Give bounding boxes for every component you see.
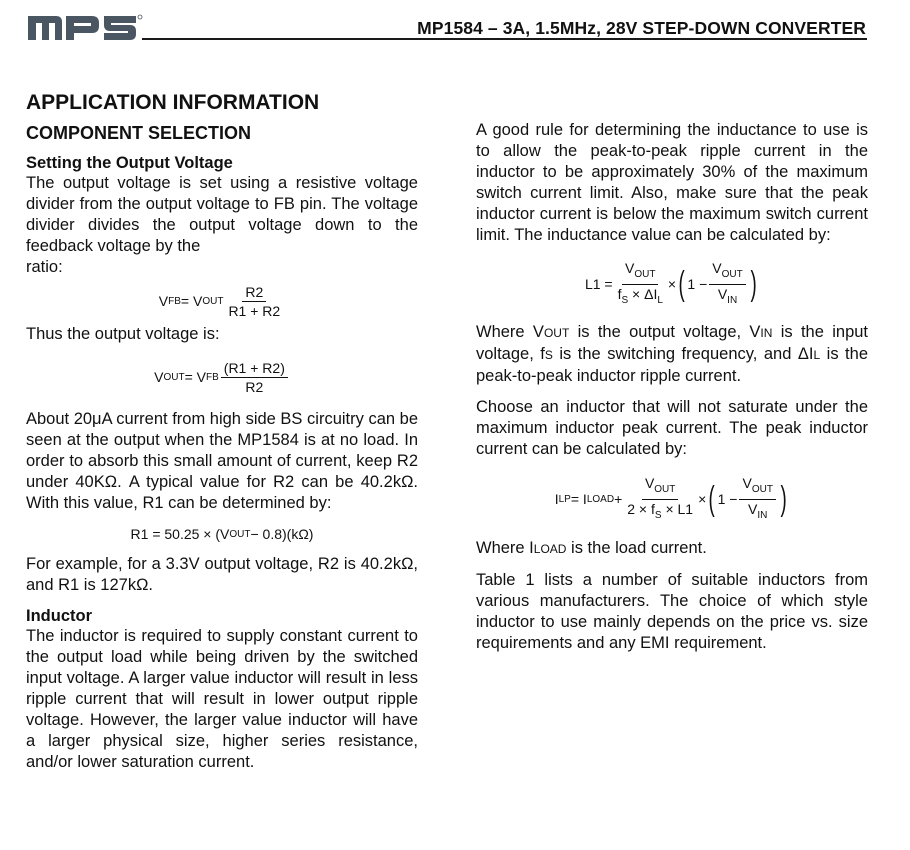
about-current-text: About 20μA current from high side BS circuitry can be seen at the output when the MP1584 is at no load. In order to absorb this small amount of current, keep R2 under 40KΩ. A typical value for R2 can be 40.2kΩ. With this value, R1 can be determined by: bbox=[26, 410, 418, 512]
where-load-text: Where ILOAD is the load current. bbox=[476, 539, 707, 557]
equation-ilp: I LP = I LOAD + $\frac{V_{OUT}}{2 \times f_S \times L1}$ × ( 1 − $\frac{V_{OUT}}{V_{IN}}$ ) bbox=[554, 474, 787, 521]
inductor-text: The inductor is required to supply constant current to the output load while being driven by the switched input voltage. A larger value inductor will result in less ripple current that will result in lower output ripple voltage. However, the larger value inductor will have a larger physical size, higher series resistance, and/or lower saturation current. bbox=[26, 627, 418, 771]
document-title: MP1584 – 3A, 1.5MHz, 28V STEP-DOWN CONVERTER bbox=[417, 18, 866, 38]
setting-output-voltage-title: Setting the Output Voltage bbox=[26, 154, 233, 172]
section-title: APPLICATION INFORMATION bbox=[26, 91, 320, 114]
page-header bbox=[0, 0, 910, 60]
inductor-title: Inductor bbox=[26, 607, 92, 625]
mps-logo bbox=[26, 12, 146, 42]
subsection-title: COMPONENT SELECTION bbox=[26, 123, 252, 143]
equation-vfb: V FB = V OUT $\frac{R2}{R1 + R2}$ bbox=[158, 283, 281, 319]
equation-vout: V OUT = V FB $\frac{(R1 + R2)}{R2}$ bbox=[26, 345, 418, 409]
equation-l1: L1 = $\frac{V_{OUT}}{f_S \times \Delta I_L}$ × ( 1 − $\frac{V_{OUT}}{V_{IN}}$ ) bbox=[584, 259, 757, 306]
thus-text: Thus the output voltage is: bbox=[26, 325, 220, 343]
example-text: For example, for a 3.3V output voltage, R2 is 40.2kΩ, and R1 is 127kΩ. bbox=[26, 555, 418, 594]
left-column bbox=[26, 90, 418, 773]
setting-output-voltage-text: The output voltage is set using a resistive voltage divider from the output voltage to FB pin. The voltage divider divides the output voltage down to the feedback voltage by the bbox=[26, 174, 418, 255]
where-variables-text: Where VOUT is the output voltage, VIN is the input voltage, fS is the switching frequency, and ΔIL is the peak-to-peak inductor ripple current. bbox=[476, 323, 868, 385]
right-column bbox=[476, 120, 868, 654]
inductance-rule-text: A good rule for determining the inductance to use is to allow the peak-to-peak ripple current in the inductor to be approximately 30% of the maximum switch current limit. Also, make sure that the peak inductor current is below the maximum switch current limit. The inductance value can be calculated by: bbox=[476, 121, 868, 244]
equation-r1: R1 = 50.25 × (V OUT − 0.8)(kΩ) bbox=[130, 526, 314, 542]
table-reference-text: Table 1 lists a number of suitable inductors from various manufacturers. The choice of which style inductor to use mainly depends on the price vs. size requirements and any EMI requirement. bbox=[476, 571, 868, 652]
setting-output-voltage-text-end: ratio: bbox=[26, 258, 63, 276]
choose-inductor-text: Choose an inductor that will not saturate under the maximum inductor peak current. The peak inductor current can be calculated by: bbox=[476, 398, 868, 458]
